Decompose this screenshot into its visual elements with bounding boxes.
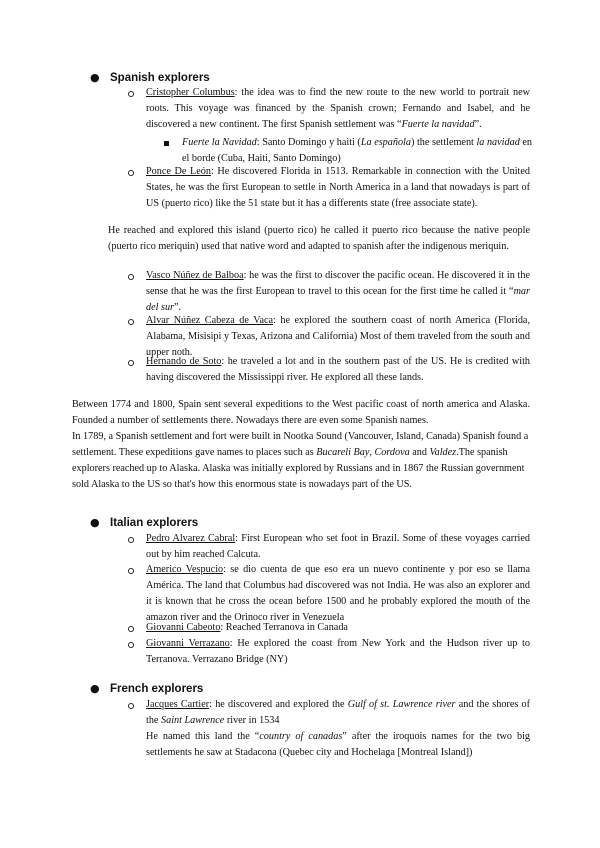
paragraph-expeditions: Between 1774 and 1800, Spain sent several expeditions to the West pacific coast of north america and Alaska. Founded a number of settlements there. Nowadays there are even some Spanish names. [72, 399, 530, 426]
name-balboa: Vasco Núñez de Balboa [146, 270, 244, 281]
place-saint-lawrence: Saint Lawrence [161, 715, 225, 726]
text-balboa-end: ”. [174, 302, 182, 313]
text-cartier-1: : he discovered and explored the [209, 699, 348, 710]
name-columbus: Cristopher Columbus [146, 87, 235, 98]
name-cartier: Jacques Cartier [146, 699, 210, 710]
text-nootka-1: In 1789, a Spanish settlement and fort were built in Nootka Sound (Vancouver, Island, Canada) Spanish found a settlement. These expeditions gave names to places such as [72, 431, 529, 458]
name-cabeza-de-vaca: Alvar Núñez Cabeza de Vaca [146, 315, 274, 326]
item-de-soto [146, 354, 530, 386]
text-nootka-2: , [369, 447, 375, 458]
heading-italian-explorers: Italian explorers [110, 517, 199, 529]
place-cordova: Cordova [374, 447, 410, 458]
bullet-icon: ● [90, 682, 100, 695]
name-cabral: Pedro Alvarez Cabral [146, 533, 236, 544]
name-de-soto: Hernando de Soto [146, 356, 222, 367]
circle-bullet-icon [128, 170, 134, 176]
circle-bullet-icon [128, 91, 134, 97]
item-ponce [146, 164, 530, 212]
text-columbus: : the idea was to find the new route to the new world to portrait new roots. This voyage was financed by the Spanish crown; Fernando and Isabel, and he discovered a new continent. The first Spanish settlement was “ [146, 87, 530, 130]
name-verrazano: Giovanni Verrazano [146, 638, 230, 649]
item-columbus [146, 85, 530, 133]
item-fuerte-navidad [182, 135, 532, 167]
paragraph-cartier-canadas [146, 729, 530, 761]
circle-bullet-icon [128, 537, 134, 543]
circle-bullet-icon [128, 568, 134, 574]
heading-spanish-explorers: Spanish explorers [110, 72, 210, 84]
text-verrazano: : He explored the coast from New York and the Hudson river up to Terranova. Verrazano Bridge (NY) [146, 638, 530, 665]
name-fuerte-navidad: Fuerte la Navidad [182, 137, 257, 148]
bullet-icon: ● [90, 516, 100, 529]
heading-french-explorers: French explorers [110, 683, 204, 695]
text-canadas-1: He named this land the “ [146, 731, 260, 742]
circle-bullet-icon [128, 360, 134, 366]
place-gulf-st-lawrence: Gulf of st. Lawrence river [347, 699, 456, 710]
circle-bullet-icon [128, 703, 134, 709]
text-nootka-3: and [409, 447, 430, 458]
item-cartier [146, 697, 530, 729]
text-vespucio: : se dio cuenta de que eso era un nuevo continente y por eso se llama América. The land that Columbus had discovered was not India. He was also an explorer and it is known that he cross the ocean before 1500 and he probably explored the mouth of the amazon river and the Orinoco river in Venezuela [146, 564, 530, 623]
text-fuerte-1: : Santo Domingo y haiti ( [256, 137, 361, 148]
name-cabeoto: Giovanni Cabeoto [146, 622, 221, 633]
place-valdez: Valdez [429, 447, 457, 458]
item-verrazano [146, 636, 530, 668]
term-fuerte-la-navidad: Fuerte la navidad [401, 119, 475, 130]
circle-bullet-icon [128, 642, 134, 648]
text-de-soto: : he traveled a lot and in the southern past of the US. He is credited with having discovered the Mississippi river. He explored all these lands. [146, 356, 531, 383]
name-vespucio: Americo Vespucio [146, 564, 224, 575]
term-country-of-canadas: country of canadas [259, 731, 343, 742]
text-fuerte-2: ) the settlement [410, 137, 477, 148]
text-ponce: : He discovered Florida in 1513. Remarkable in connection with the United States, he was the first European to settle in North America in a land that nowadays is part of US (puerto rico) like the 51 state but it has a differents state (free associate state). [146, 166, 530, 209]
text-balboa: : he was the first to discover the pacific ocean. He discovered it in the sense that he was the first European to travel to this ocean for the first time he called it “ [146, 270, 531, 297]
term-espanola: La española [360, 137, 411, 148]
term-la-navidad: la navidad [476, 137, 520, 148]
text-cartier-2: and the shores of the [146, 699, 530, 726]
text-cabeoto: : Reached Terranova in Canada [220, 622, 348, 633]
paragraph-nootka [72, 429, 530, 493]
circle-bullet-icon [128, 626, 134, 632]
item-vespucio [146, 562, 530, 626]
circle-bullet-icon [128, 319, 134, 325]
text-canadas-2: ” after the iroquois names for the two big settlements he saw at Stadacona (Quebec city and Hochelaga [Montreal Island]) [146, 731, 530, 758]
square-bullet-icon [164, 141, 169, 146]
item-cabeoto [146, 620, 530, 636]
text-cabeza-de-vaca: : he explored the southern coast of north America (Florida, Alabama, Misisipi y Texas, Arizona and California) Most of them traveled from the south and upper noth. [146, 315, 530, 358]
name-ponce: Ponce De León [146, 166, 211, 177]
text-fuerte-3: en el borde (Cuba, Haiti, Santo Domingo) [182, 137, 532, 164]
bullet-icon: ● [90, 71, 100, 84]
place-bucareli-bay: Bucareli Bay [316, 447, 370, 458]
circle-bullet-icon [128, 274, 134, 280]
item-cabral [146, 531, 530, 563]
item-balboa [146, 268, 530, 316]
text-cabral: : First European who set foot in Brazil. Some of these voyages carried out by him reached Calcuta. [146, 533, 530, 560]
term-mar-del-sur: mar del sur [146, 286, 530, 313]
paragraph-puerto-rico: He reached and explored this island (puerto rico) he called it puerto rico because the native people (puerto rico meriquin) used that native word and adapted to spanish after the indigenous meriquin. [108, 225, 530, 252]
text-cartier-3: river in 1534 [224, 715, 280, 726]
text-columbus-end: ”. [474, 119, 482, 130]
text-nootka-4: .The spanish explorers reached up to Alaska. Alaska was initially explored by Russians and in 1867 the Russian government sold Alaska to the US so that's how this enormous state is nowadays part of the US. [72, 447, 525, 490]
